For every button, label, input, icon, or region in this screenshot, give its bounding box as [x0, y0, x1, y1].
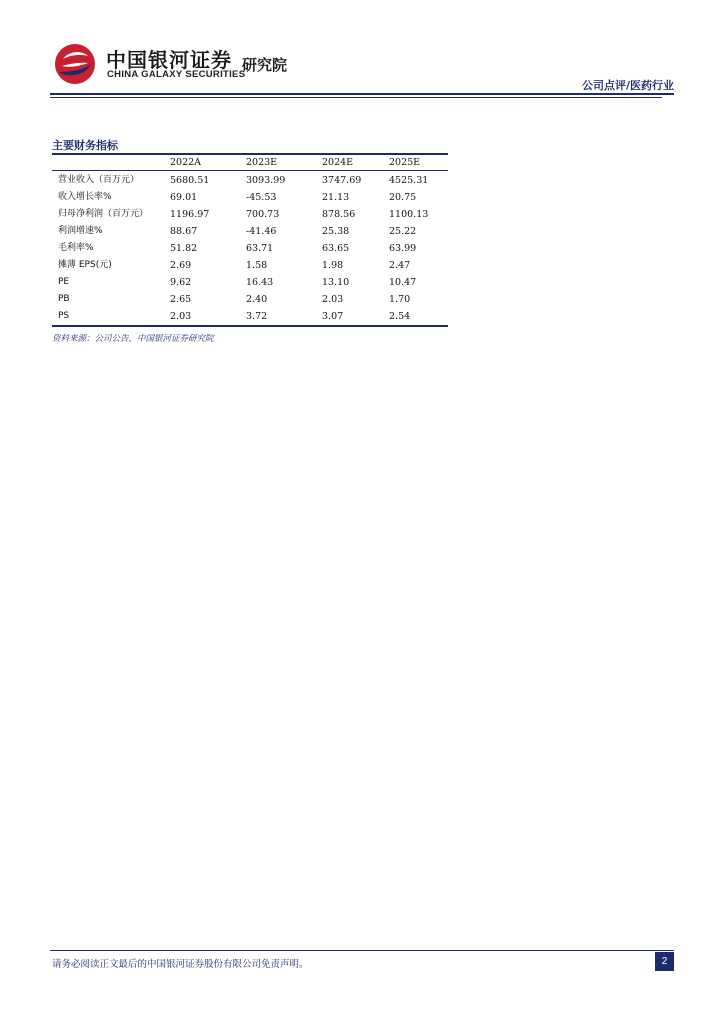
- table-cell: 1100.13: [389, 209, 429, 220]
- table-row: [52, 291, 448, 308]
- table-cell: 5680.51: [170, 175, 210, 186]
- brand-name-en: CHINA GALAXY SECURITIES: [107, 69, 246, 80]
- table-cell: 21.13: [322, 192, 350, 203]
- row-label: 摊薄 EPS(元): [58, 260, 112, 270]
- table-row: [52, 274, 448, 291]
- table-cell: 2.03: [170, 311, 192, 322]
- table-cell: 16.43: [246, 277, 274, 288]
- row-label: PB: [58, 294, 70, 304]
- column-header: 2024E: [322, 157, 354, 168]
- footer-divider: [50, 950, 674, 951]
- table-cell: 3093.99: [246, 175, 286, 186]
- table-cell: 2.47: [389, 260, 411, 271]
- table-cell: 25.22: [389, 226, 417, 237]
- table-bottom-rule: [52, 325, 448, 327]
- table-cell: 10.47: [389, 277, 417, 288]
- table-cell: 4525.31: [389, 175, 429, 186]
- table-cell: 1.70: [389, 294, 411, 305]
- row-label: 营业收入（百万元）: [58, 175, 140, 185]
- table-cell: 2.40: [246, 294, 268, 305]
- row-label: 利润增速%: [58, 226, 103, 236]
- table-row: [52, 240, 448, 257]
- page-number: 2: [655, 952, 674, 971]
- row-label: PS: [58, 311, 70, 321]
- table-cell: 700.73: [246, 209, 280, 220]
- table-cell: -45.53: [246, 192, 277, 203]
- table-cell: 20.75: [389, 192, 417, 203]
- report-category: 公司点评/医药行业: [581, 79, 674, 92]
- table-cell: 3747.69: [322, 175, 362, 186]
- table-row: [52, 189, 448, 206]
- table-cell: 1.58: [246, 260, 268, 271]
- table-cell: 88.67: [170, 226, 198, 237]
- table-row: [52, 206, 448, 223]
- disclaimer-text: 请务必阅读正文最后的中国银河证券股份有限公司免责声明。: [52, 959, 309, 970]
- table-cell: -41.46: [246, 226, 277, 237]
- row-label: 毛利率%: [58, 243, 94, 253]
- data-source-note: 资料来源：公司公告，中国银河证券研究院: [52, 334, 214, 344]
- header-divider-thin: [50, 97, 662, 98]
- table-cell: 69.01: [170, 192, 198, 203]
- row-label: 归母净利润（百万元）: [58, 209, 149, 219]
- china-galaxy-logo-icon: [50, 42, 100, 86]
- brand-name-cn: 中国银河证券: [106, 48, 232, 72]
- table-cell: 3.07: [322, 311, 344, 322]
- row-label: PE: [58, 277, 70, 287]
- table-cell: 2.69: [170, 260, 192, 271]
- brand-institute: 研究院: [242, 56, 288, 74]
- column-header: 2023E: [246, 157, 278, 168]
- table-cell: 3.72: [246, 311, 268, 322]
- table-cell: 1.98: [322, 260, 344, 271]
- table-cell: 878.56: [322, 209, 356, 220]
- table-cell: 51.82: [170, 243, 198, 254]
- header-divider: [50, 93, 674, 95]
- table-cell: 1196.97: [170, 209, 210, 220]
- table-row: [52, 257, 448, 274]
- table-cell: 13.10: [322, 277, 350, 288]
- column-header: 2022A: [170, 157, 202, 168]
- table-cell: 63.65: [322, 243, 350, 254]
- table-cell: 9.62: [170, 277, 192, 288]
- table-row: [52, 223, 448, 240]
- table-cell: 63.99: [389, 243, 417, 254]
- table-row: [52, 172, 448, 189]
- row-label: 收入增长率%: [58, 192, 112, 202]
- table-cell: 63.71: [246, 243, 274, 254]
- table-cell: 2.65: [170, 294, 192, 305]
- column-header: 2025E: [389, 157, 421, 168]
- table-header-row: [52, 154, 448, 171]
- table-cell: 2.54: [389, 311, 411, 322]
- table-row: [52, 308, 448, 325]
- section-title: 主要财务指标: [52, 139, 118, 152]
- table-cell: 2.03: [322, 294, 344, 305]
- table-cell: 25.38: [322, 226, 350, 237]
